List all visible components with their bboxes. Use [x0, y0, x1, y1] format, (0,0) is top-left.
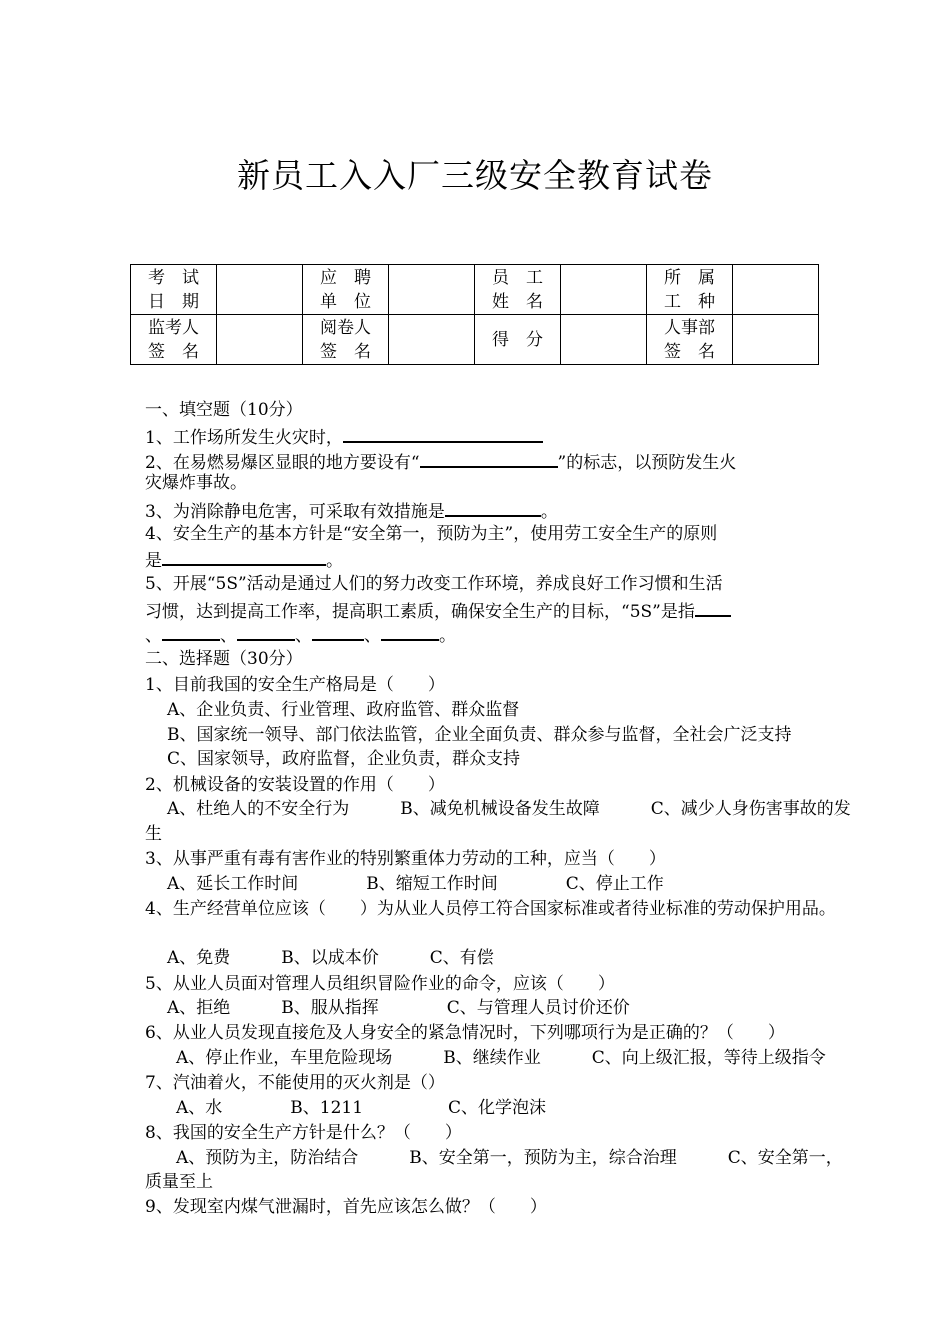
- exam-info-table: [130, 264, 819, 365]
- fill-q4-blank[interactable]: [162, 546, 326, 566]
- applied-unit-label: 应 聘 单 位: [303, 265, 389, 315]
- section1-heading: 一、填空题（10分）: [145, 400, 303, 420]
- choice-q1-option-c: C、国家领导，政府监督，企业负责，群众支持: [167, 749, 521, 769]
- score-label: 得 分: [475, 315, 561, 365]
- employee-name-label: 员 工 姓 名: [475, 265, 561, 315]
- fill-q5-blank-5[interactable]: [381, 621, 439, 641]
- hr-signature-label: 人事部 签 名: [647, 315, 733, 365]
- fill-q2-cont: 灾爆炸事故。: [145, 473, 247, 493]
- choice-q1-option-a: A、企业负责、行业管理、政府监管、群众监督: [167, 700, 520, 720]
- job-type-label: 所 属 工 种: [647, 265, 733, 315]
- choice-q3: 3、从事严重有毒有害作业的特别繁重体力劳动的工种，应当（ ）: [145, 849, 666, 869]
- choice-q5: 5、从业人员面对管理人员组织冒险作业的命令，应该（ ）: [145, 974, 615, 994]
- score-field[interactable]: [561, 315, 647, 365]
- choice-q8: 8、我国的安全生产方针是什么？（ ）: [145, 1123, 462, 1143]
- choice-q8-options: A、预防为主，防治结合 B、安全第一，预防为主，综合治理 C、安全第一，: [176, 1148, 843, 1168]
- fill-q4-cont: 是 。: [145, 546, 343, 573]
- choice-q4: 4、生产经营单位应该（ ）为从业人员停工符合国家标准或者待业标准的劳动保护用品。: [145, 899, 836, 919]
- grader-signature-field[interactable]: [389, 315, 475, 365]
- choice-q5-options: A、拒绝 B、服从指挥 C、与管理人员讨价还价: [167, 998, 630, 1018]
- grader-signature-label: 阅卷人 签 名: [303, 315, 389, 365]
- fill-q5: 5、开展“5S”活动是通过人们的努力改变工作环境，养成良好工作习惯和生活: [145, 574, 723, 594]
- exam-date-field[interactable]: [217, 265, 303, 315]
- fill-q5-blank-4[interactable]: [312, 621, 364, 641]
- fill-q3: 3、为消除静电危害，可采取有效措施是 。: [145, 497, 558, 524]
- employee-name-field[interactable]: [561, 265, 647, 315]
- choice-q9: 9、发现室内煤气泄漏时，首先应该怎么做？（ ）: [145, 1197, 547, 1217]
- fill-q2: 2、在易燃易爆区显眼的地方要设有“ ”的标志，以预防发生火: [145, 448, 736, 475]
- hr-signature-field[interactable]: [733, 315, 819, 365]
- fill-q5-blanks: 、 、 、 、 。: [145, 621, 456, 648]
- fill-q5-blank-2[interactable]: [162, 621, 220, 641]
- fill-q1: 1、工作场所发生火灾时，: [145, 423, 543, 450]
- job-type-field[interactable]: [733, 265, 819, 315]
- page-title: 新员工入入厂三级安全教育试卷: [237, 156, 713, 195]
- choice-q3-options: A、延长工作时间 B、缩短工作时间 C、停止工作: [167, 874, 664, 894]
- choice-q1-option-b: B、国家统一领导、部门依法监管，企业全面负责、群众参与监督，全社会广泛支持: [167, 725, 792, 745]
- fill-q3-blank[interactable]: [445, 497, 541, 517]
- proctor-signature-label: 监考人 签 名: [131, 315, 217, 365]
- fill-q2-blank[interactable]: [420, 448, 558, 468]
- choice-q7: 7、汽油着火，不能使用的灭火剂是（）: [145, 1073, 445, 1093]
- exam-date-label: 考 试 日 期: [131, 265, 217, 315]
- fill-q1-blank[interactable]: [343, 423, 543, 443]
- choice-q8-options-cont: 质量至上: [145, 1172, 213, 1192]
- choice-q2-options: A、杜绝人的不安全行为 B、减免机械设备发生故障 C、减少人身伤害事故的发: [167, 799, 851, 819]
- choice-q6-options: A、停止作业，车里危险现场 B、继续作业 C、向上级汇报，等待上级指令: [176, 1048, 826, 1068]
- choice-q4-options: A、免费 B、以成本价 C、有偿: [167, 948, 494, 968]
- choice-q7-options: A、水 B、1211 C、化学泡沫: [176, 1098, 547, 1118]
- choice-q2-options-cont: 生: [145, 824, 162, 844]
- proctor-signature-field[interactable]: [217, 315, 303, 365]
- section2-heading: 二、选择题（30分）: [145, 649, 303, 669]
- choice-q1: 1、目前我国的安全生产格局是（ ）: [145, 675, 445, 695]
- applied-unit-field[interactable]: [389, 265, 475, 315]
- choice-q2: 2、机械设备的安装设置的作用（ ）: [145, 775, 445, 795]
- fill-q4: 4、安全生产的基本方针是“安全第一，预防为主”，使用劳工安全生产的原则: [145, 524, 718, 544]
- choice-q6: 6、从业人员发现直接危及人身安全的紧急情况时，下列哪项行为是正确的？（ ）: [145, 1023, 785, 1043]
- fill-q5-blank-1[interactable]: [695, 597, 731, 617]
- fill-q5-blank-3[interactable]: [237, 621, 295, 641]
- fill-q5-cont: 习惯，达到提高工作率，提高职工素质，确保安全生产的目标，“5S”是指: [145, 597, 731, 624]
